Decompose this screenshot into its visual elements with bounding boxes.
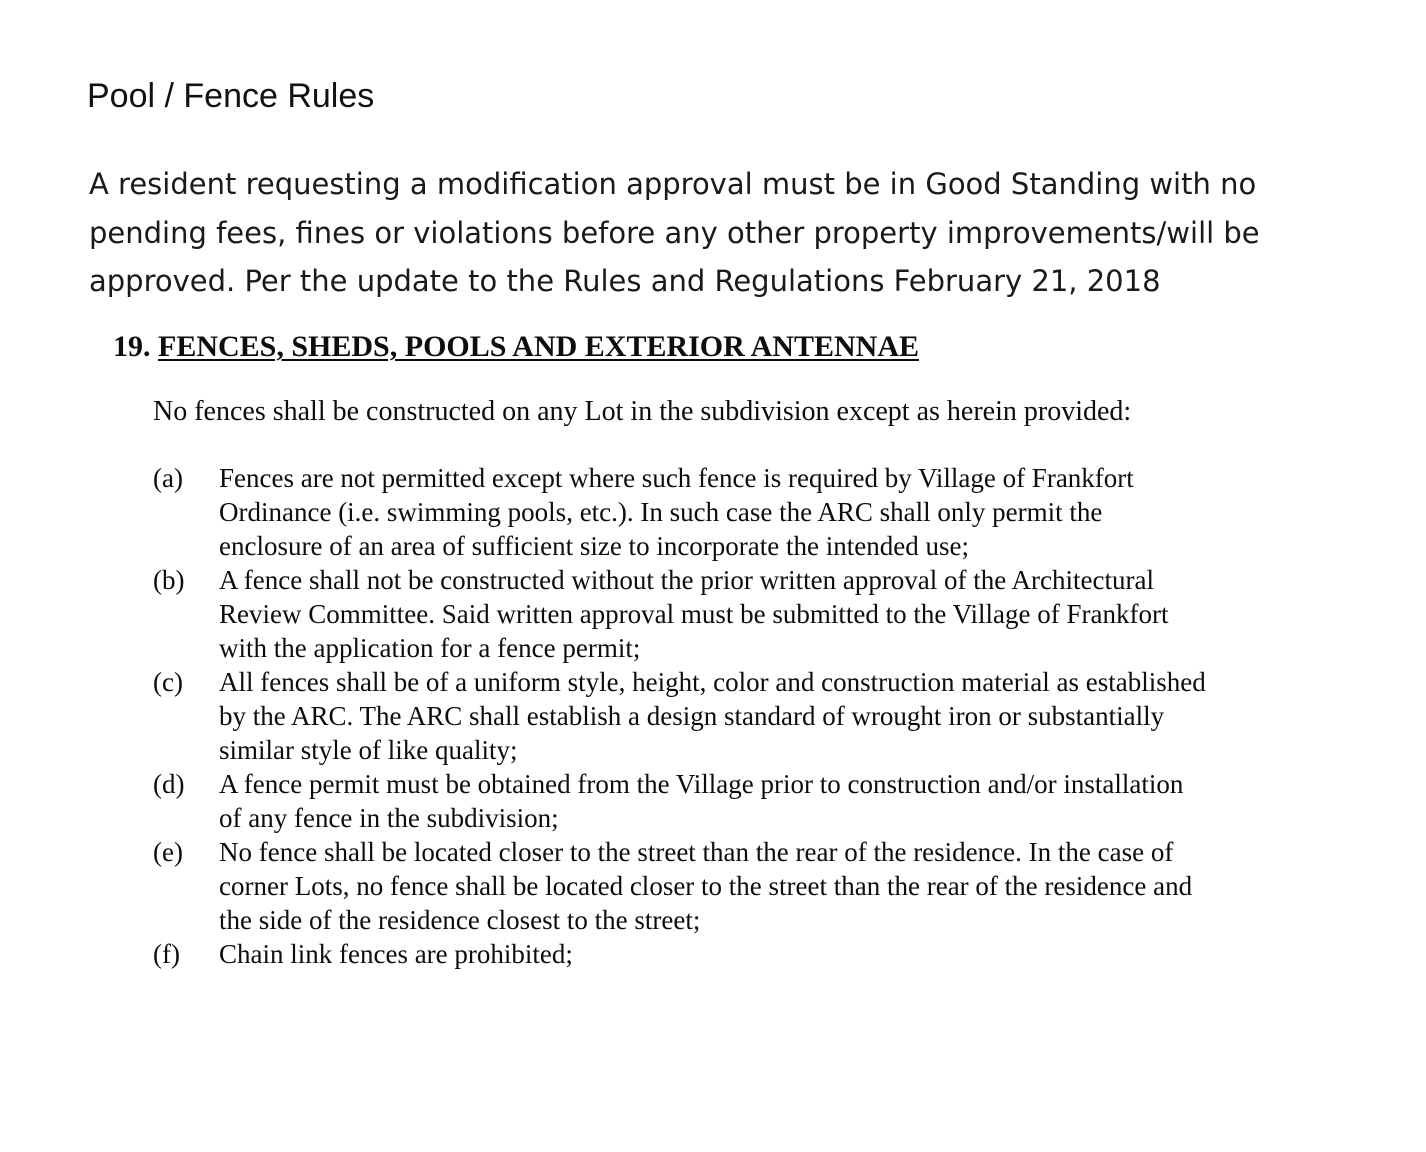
rule-letter: (d) xyxy=(153,769,185,799)
rule-line: the side of the residence closest to the street; xyxy=(219,905,701,935)
good-standing-notice xyxy=(89,160,1329,306)
rule-line: enclosure of an area of sufficient size to incorporate the intended use; xyxy=(219,531,969,561)
rule-text xyxy=(219,767,1323,835)
rule-letter: (b) xyxy=(153,565,185,595)
rule-letter: (f) xyxy=(153,939,180,969)
rule-line: Review Committee. Said written approval must be submitted to the Village of Frankfort xyxy=(219,599,1169,629)
rule-item-a xyxy=(153,461,1323,563)
rule-item-e xyxy=(153,835,1323,937)
rule-line: with the application for a fence permit; xyxy=(219,633,641,663)
rule-line: corner Lots, no fence shall be located closer to the street than the rear of the residence and xyxy=(219,871,1193,901)
section-title: FENCES, SHEDS, POOLS AND EXTERIOR ANTENNAE xyxy=(158,330,920,363)
rule-line: Fences are not permitted except where such fence is required by Village of Frankfort xyxy=(219,463,1134,493)
rule-letter: (a) xyxy=(153,463,183,493)
rule-line: A fence shall not be constructed without the prior written approval of the Architectural xyxy=(219,565,1154,595)
rule-text xyxy=(219,461,1323,563)
fence-rules-list xyxy=(153,461,1323,971)
rule-line: Ordinance (i.e. swimming pools, etc.). In such case the ARC shall only permit the xyxy=(219,497,1103,527)
rule-text xyxy=(219,665,1323,767)
notice-line: approved. Per the update to the Rules and Regulations February 21, 2018 xyxy=(89,264,1161,298)
rule-item-d xyxy=(153,767,1323,835)
notice-line: pending fees, fines or violations before any other property improvements/will be xyxy=(89,215,1260,250)
rule-line: A fence permit must be obtained from the Village prior to construction and/or installation xyxy=(219,769,1184,799)
rule-letter: (e) xyxy=(153,837,183,867)
rule-line: Chain link fences are prohibited; xyxy=(219,939,573,969)
rule-letter: (c) xyxy=(153,667,183,697)
notice-line: A resident requesting a modification approval must be in Good Standing with no xyxy=(89,167,1257,201)
rule-text xyxy=(219,563,1323,665)
rule-text xyxy=(219,835,1323,937)
rule-line: by the ARC. The ARC shall establish a design standard of wrought iron or substantially xyxy=(219,701,1165,731)
rule-line: similar style of like quality; xyxy=(219,735,518,765)
section-number: 19. xyxy=(113,330,151,363)
rule-line: of any fence in the subdivision; xyxy=(219,803,559,833)
page-title: Pool / Fence Rules xyxy=(87,77,375,115)
rule-item-b xyxy=(153,563,1323,665)
rule-line: All fences shall be of a uniform style, height, color and construction material as established xyxy=(219,667,1206,697)
rule-item-c xyxy=(153,665,1323,767)
section-heading xyxy=(113,328,919,366)
rule-item-f xyxy=(153,937,1323,971)
rule-text xyxy=(219,937,1323,971)
rule-line: No fence shall be located closer to the street than the rear of the residence. In the case of xyxy=(219,837,1174,867)
section-intro: No fences shall be constructed on any Lot in the subdivision except as herein provided: xyxy=(153,396,1132,427)
